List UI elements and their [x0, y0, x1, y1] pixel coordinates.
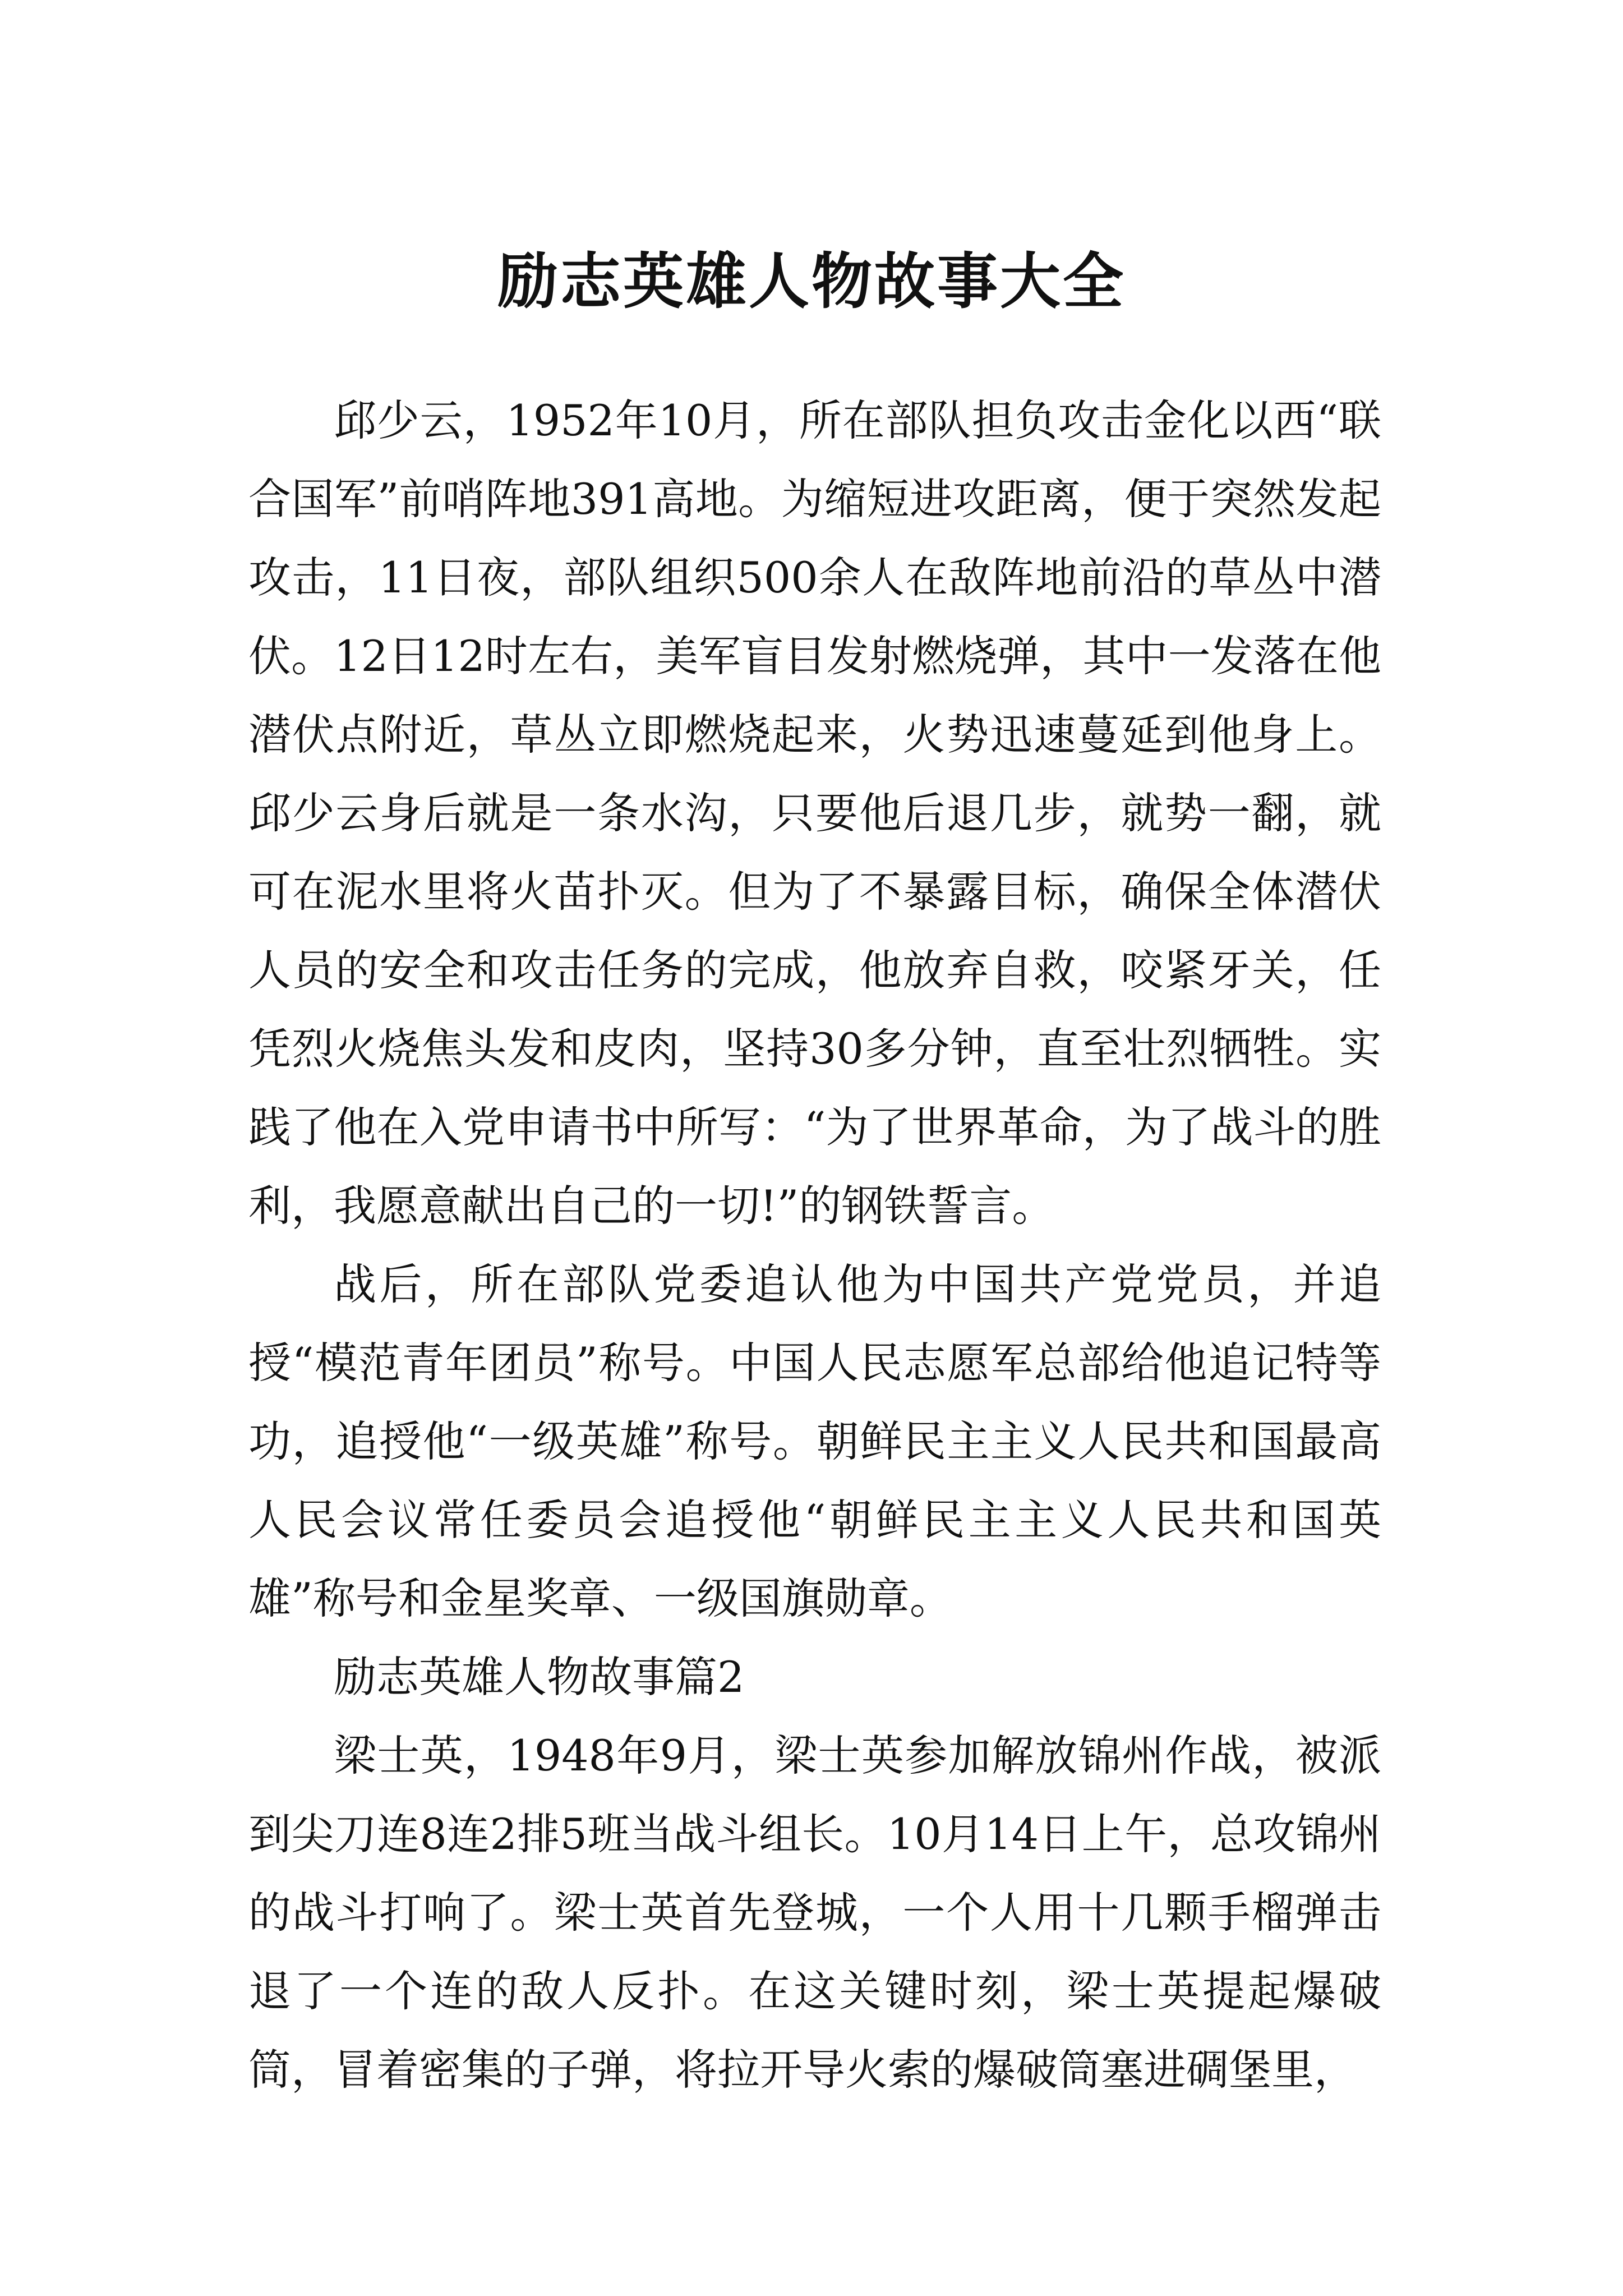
- document-title: 励志英雄人物故事大全: [497, 246, 1126, 318]
- paragraph: 战后，所在部队党委追认他为中国共产党党员，并追授“模范青年团员”称号。中国人民志愿军总部给他追记特等功，追授他“一级英雄”称号。朝鲜民主主义人民共和国最高人民会议常任委员会追授他“朝鲜民主主义人民共和国英雄”称号和金星奖章、一级国旗勋章。: [248, 1259, 1381, 1623]
- document-body: [248, 381, 1381, 2109]
- paragraph: 邱少云，1952年10月，所在部队担负攻击金化以西“联合国军”前哨阵地391高地。为缩短进攻距离，便于突然发起攻击，11日夜，部队组织500余人在敌阵地前沿的草丛中潜伏。12日12时左右，美军盲目发射燃烧弹，其中一发落在他潜伏点附近，草丛立即燃烧起来，火势迅速蔓延到他身上。邱少云身后就是一条水沟，只要他后退几步，就势一翻，就可在泥水里将火苗扑灭。但为了不暴露目标，确保全体潜伏人员的安全和攻击任务的完成，他放弃自救，咬紧牙关，任凭烈火烧焦头发和皮肉，坚持30多分钟，直至壮烈牺牲。实践了他在入党申请书中所写：“为了世界革命，为了战斗的胜利，我愿意献出自己的一切!”的钢铁誓言。: [248, 395, 1381, 1231]
- paragraph: 梁士英，1948年9月，梁士英参加解放锦州作战，被派到尖刀连8连2排5班当战斗组长。10月14日上午，总攻锦州的战斗打响了。梁士英首先登城，一个人用十几颗手榴弹击退了一个连的敌人反扑。在这关键时刻，梁士英提起爆破筒，冒着密集的子弹，将拉开导火索的爆破筒塞进碉堡里，: [248, 1731, 1381, 2095]
- section-heading: 励志英雄人物故事篇2: [334, 1652, 745, 1702]
